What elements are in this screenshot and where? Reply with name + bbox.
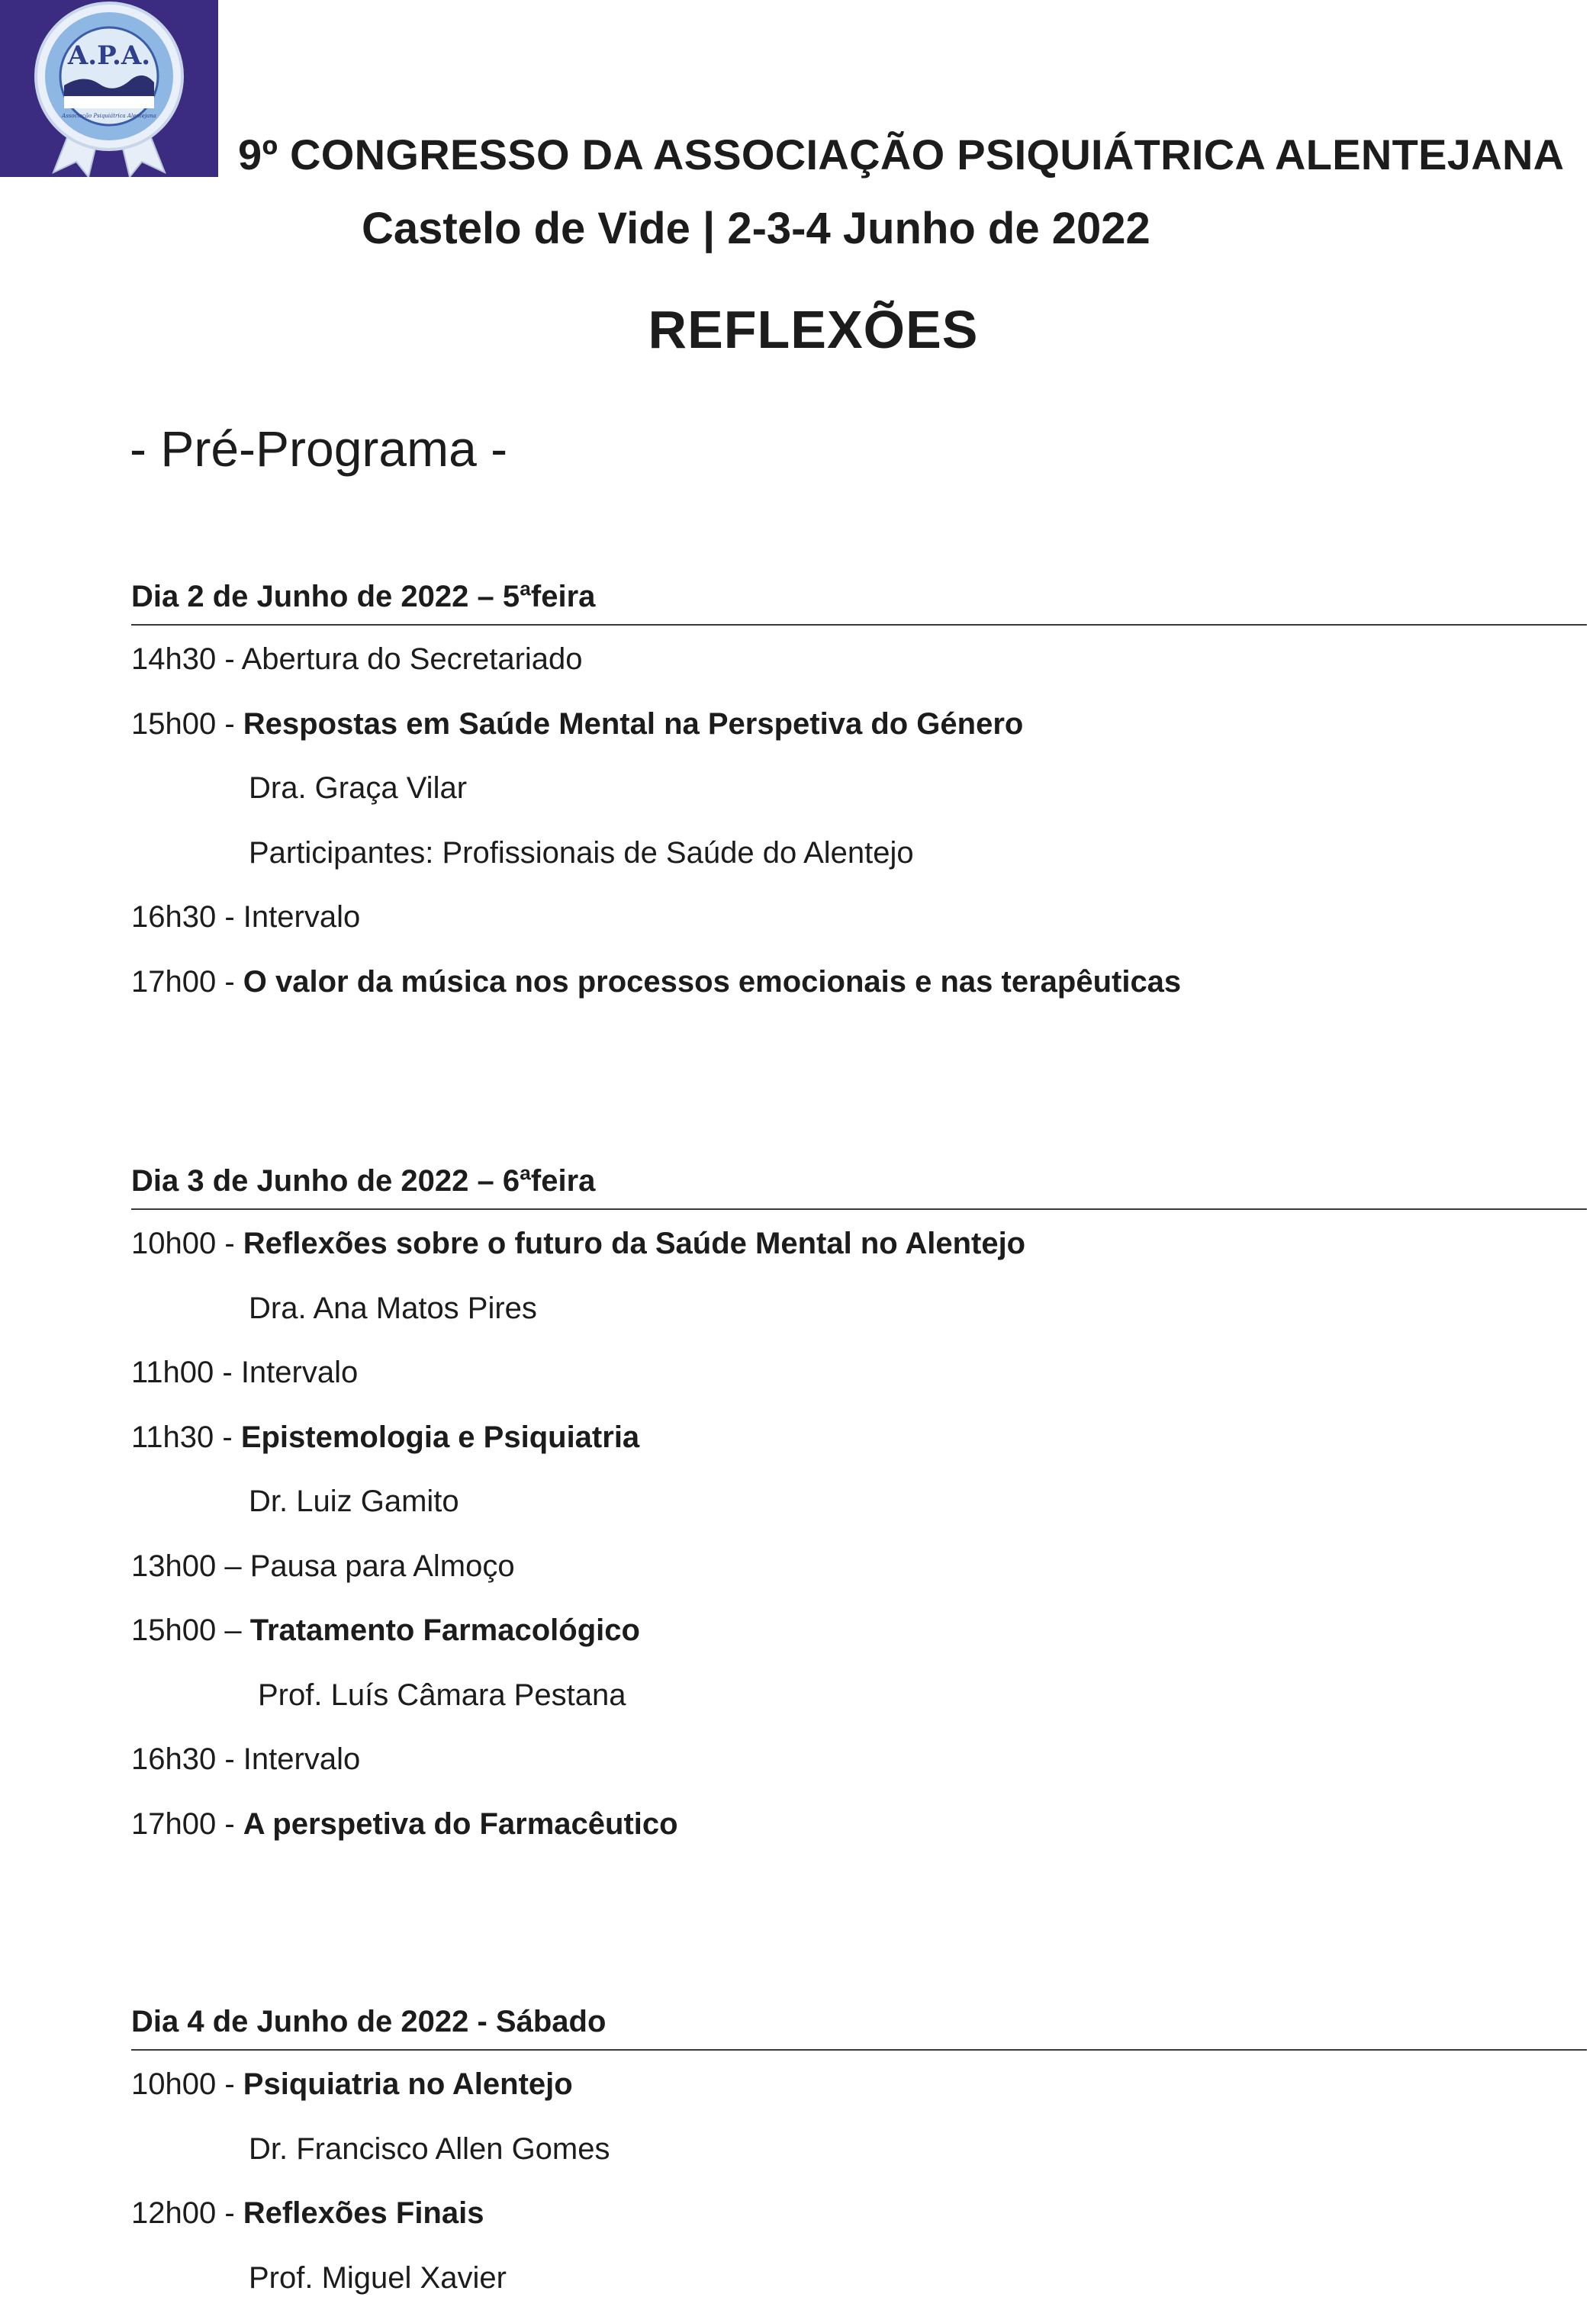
day-divider <box>131 1208 1587 1210</box>
item-title: Intervalo <box>241 1356 358 1389</box>
item-time: 15h00 <box>131 1613 216 1647</box>
item-title: Respostas em Saúde Mental na Perspetiva do Género <box>243 707 1024 741</box>
item-title: Tratamento Farmacológico <box>250 1613 640 1647</box>
day-divider <box>131 2049 1587 2051</box>
item-title: Psiquiatria no Alentejo <box>243 2067 573 2101</box>
schedule-item <box>131 2052 1587 2117</box>
item-time: 17h00 <box>131 1807 216 1841</box>
item-title: Pausa para Almoço <box>250 1549 515 1583</box>
day-schedule <box>131 1211 1587 1856</box>
day-section-3 <box>131 1999 1587 2310</box>
item-time: 13h00 <box>131 1549 216 1583</box>
item-title: Abertura do Secretariado <box>242 642 583 676</box>
apa-logo-badge <box>0 0 218 177</box>
item-time: 10h00 <box>131 2067 216 2101</box>
item-time: 16h30 <box>131 1742 216 1776</box>
day-section-1 <box>131 574 1587 1014</box>
item-separator: - <box>216 1742 243 1776</box>
item-separator: - <box>216 2067 243 2101</box>
item-title: Epistemologia e Psiquiatria <box>241 1420 639 1454</box>
schedule-speaker: Dr. Francisco Allen Gomes <box>131 2117 1587 2182</box>
item-time: 16h30 <box>131 900 216 934</box>
schedule-speaker: Dra. Graça Vilar <box>131 756 1587 821</box>
schedule-item <box>131 1340 1587 1405</box>
apa-logo <box>0 0 218 177</box>
schedule-item <box>131 692 1587 757</box>
congress-location-date: Castelo de Vide | 2-3-4 Junho de 2022 <box>362 203 1150 254</box>
item-title: Reflexões Finais <box>243 2196 484 2230</box>
day-schedule <box>131 627 1587 1014</box>
schedule-speaker: Dra. Ana Matos Pires <box>131 1276 1587 1341</box>
item-title: O valor da música nos processos emocionais e nas terapêuticas <box>243 965 1181 999</box>
schedule-item <box>131 1727 1587 1792</box>
item-time: 11h00 <box>131 1356 214 1389</box>
schedule-item <box>131 885 1587 950</box>
item-time: 14h30 <box>131 642 216 676</box>
schedule-speaker: Prof. Miguel Xavier <box>131 2246 1587 2310</box>
item-separator: – <box>216 1613 249 1647</box>
item-separator: - <box>216 642 241 676</box>
schedule-speaker: Participantes: Profissionais de Saúde do Alentejo <box>131 821 1587 886</box>
item-time: 10h00 <box>131 1227 216 1260</box>
schedule-item <box>131 1534 1587 1599</box>
schedule-item <box>131 1598 1587 1663</box>
congress-theme: REFLEXÕES <box>0 299 1596 360</box>
day-title: Dia 4 de Junho de 2022 - Sábado <box>131 1999 1587 2045</box>
pre-program-heading: - Pré-Programa - <box>130 420 507 478</box>
item-title: Intervalo <box>243 900 360 934</box>
item-separator: - <box>216 900 243 934</box>
logo-caption: Associação Psiquiátrica Alentejana <box>61 113 156 119</box>
item-separator: - <box>216 2196 243 2230</box>
schedule-item <box>131 1792 1587 1857</box>
item-time: 12h00 <box>131 2196 216 2230</box>
schedule-item <box>131 950 1587 1015</box>
item-separator: – <box>216 1549 249 1583</box>
schedule-speaker: Prof. Luís Câmara Pestana <box>131 1663 1587 1728</box>
item-title: Intervalo <box>243 1742 360 1776</box>
item-time: 15h00 <box>131 707 216 741</box>
schedule-item <box>131 627 1587 692</box>
day-divider <box>131 624 1587 626</box>
item-time: 17h00 <box>131 965 216 999</box>
day-title: Dia 2 de Junho de 2022 – 5ªfeira <box>131 574 1587 619</box>
item-separator: - <box>216 1227 243 1260</box>
item-separator: - <box>216 707 243 741</box>
schedule-item <box>131 1211 1587 1276</box>
day-schedule <box>131 2052 1587 2310</box>
schedule-speaker: Dr. Luiz Gamito <box>131 1469 1587 1534</box>
congress-title: 9º CONGRESSO DA ASSOCIAÇÃO PSIQUIÁTRICA ALENTEJANA <box>238 130 1581 179</box>
item-separator: - <box>216 1807 243 1841</box>
item-separator: - <box>214 1356 241 1389</box>
item-title: Reflexões sobre o futuro da Saúde Mental no Alentejo <box>243 1227 1025 1260</box>
day-title: Dia 3 de Junho de 2022 – 6ªfeira <box>131 1158 1587 1204</box>
schedule-item <box>131 1405 1587 1470</box>
schedule-item <box>131 2181 1587 2246</box>
item-time: 11h30 <box>131 1420 214 1454</box>
item-separator: - <box>216 965 243 999</box>
day-section-2 <box>131 1158 1587 1856</box>
logo-text: A.P.A. <box>67 40 150 71</box>
item-title: A perspetiva do Farmacêutico <box>243 1807 678 1841</box>
item-separator: - <box>214 1420 241 1454</box>
